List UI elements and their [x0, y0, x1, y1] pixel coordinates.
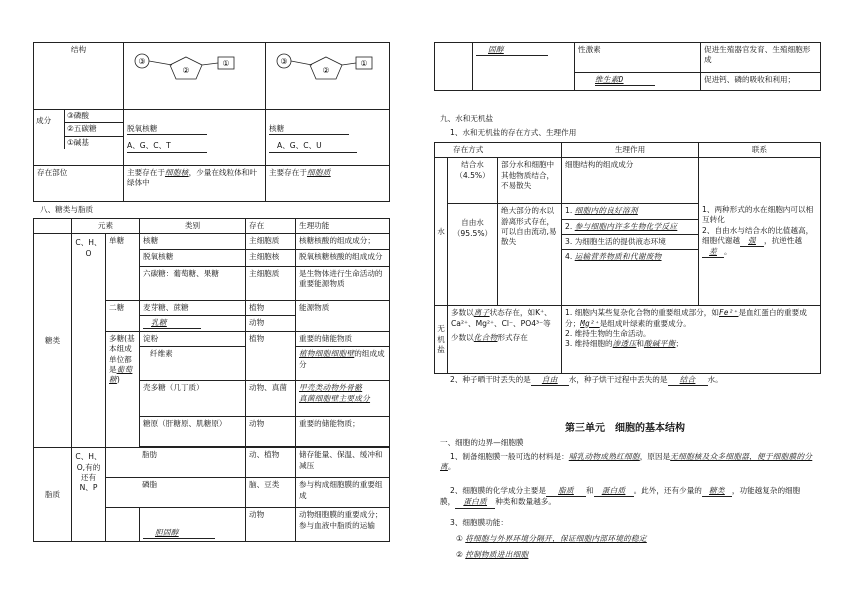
membrane-function-2: ② 控制物质进出细胞 [456, 550, 529, 559]
membrane-function-1: ① 将细胞与外界环境分隔开，保证细胞内部环境的稳定 [456, 534, 647, 543]
water-salt-table [434, 142, 821, 374]
starch: 淀粉 [140, 332, 246, 347]
sex-func: 促进生殖器官发育、生殖细胞形成 [701, 43, 821, 73]
mono-name: 六碳糖：葡萄糖、果糖 [140, 266, 246, 300]
free-func [562, 204, 699, 306]
phospho-func: 参与构成细胞膜的重要组成 [296, 478, 390, 508]
unit-3-section-1: 一、细胞的边界—细胞膜 [440, 438, 524, 447]
sugar-elements: C、H、O [72, 234, 106, 448]
fat-func: 储存能量、保温、缓冲和减压 [296, 448, 390, 478]
mono-func: 是生物体进行生命活动的重要能源物质 [296, 266, 390, 300]
section-9-title: 九、水和无机盐 [440, 114, 494, 123]
composition-cell [34, 110, 124, 166]
lipid-label: 脂质 [34, 448, 72, 542]
water-header-function: 生理作用 [562, 143, 699, 158]
di-hw: 乳糖 [143, 318, 201, 329]
unit-3-title: 第三单元 细胞的基本结构 [565, 423, 685, 434]
free-func-2: 2. 参与细胞内许多生物化学反应 [562, 220, 698, 235]
question-2: 2、种子晒干时丢失的是 自由 水，种子烘干过程中丢失的是 结合 水。 [450, 375, 723, 386]
paragraph-2: 2、细胞膜的化学成分主要是 脂质 和 蛋白质 。此外，还有少量的 糖类 ，功能越复杂的细胞膜， 蛋白质 种类和数量越多。 [440, 486, 815, 509]
water-link: 1、两种形式的水在细胞内可以相互转化 2、自由水与结合水的比值越高，细胞代谢越 强 ，抗逆性越差 。 [699, 158, 821, 306]
free-func-1: 1. 细胞内的良好溶剂 [562, 204, 698, 219]
glycogen-loc: 动物 [246, 417, 296, 447]
cellulose-func: 植物细胞细胞壁的组成成分 [296, 347, 390, 381]
chol-func: 动物细胞膜的重要成分；参与血液中脂质的运输 [296, 508, 390, 542]
di-label: 二糖 [106, 300, 140, 332]
phospholipid: 磷脂 [106, 478, 246, 508]
dna-location: 主要存在于细胞核，少量在线粒体和叶绿体中 [124, 166, 266, 202]
phosphate-label: ③ [280, 57, 288, 66]
comp-base: ①碱基 [67, 137, 89, 147]
poly-label: 多糖(基本组成单位都是葡萄糖) [106, 332, 140, 448]
mono-loc: 主细胞质 [246, 234, 296, 249]
sex-hormone: 性激素 [575, 43, 701, 73]
di-loc2: 动物 [246, 315, 296, 331]
mono-func: 核糖核酸的组成成分； [296, 234, 390, 249]
salt-form: 多数以离子状态存在，如K⁺、Ca²⁺、Mg²⁺、Cl⁻、PO4³⁻等 少数以化合物形式存在 [448, 306, 562, 374]
chitin: 壳多糖（几丁质） [140, 381, 246, 417]
di-func: 能源物质 [296, 300, 390, 332]
chitin-loc: 动物、真菌 [246, 381, 296, 417]
glycogen: 糖原（肝糖原、肌糖原） [140, 417, 246, 447]
fat: 脂肪 [106, 448, 246, 478]
sugar-label: 糖类 [34, 234, 72, 448]
header-function: 生理功能 [296, 219, 390, 234]
dna-bases: A、G、C、T [127, 141, 207, 152]
water-header-mode: 存在方式 [435, 143, 562, 158]
mono-label: 单糖 [106, 234, 140, 300]
nucleic-acid-table [33, 42, 390, 202]
dna-sugar: 脱氧核糖 [127, 124, 207, 135]
bound-water: 结合水（4.5%） [448, 158, 498, 204]
chitin-func: 甲壳类动物外骨骼 真菌细胞壁主要成分 [296, 381, 390, 417]
bound-desc: 部分水和细胞中其他物质结合，不易散失 [498, 158, 562, 204]
plant-loc: 植物 [246, 332, 296, 381]
paragraph-1: 1、制备细胞膜一般可选的材料是：哺乳动物成熟红细胞，原因是无细胞核及众多细胞器，便于细胞膜的分离。 [440, 452, 813, 472]
header-location: 存在 [246, 219, 296, 234]
glycogen-func: 重要的储能物质； [296, 417, 390, 447]
chol-loc: 动物 [246, 508, 296, 542]
dna-structure-diagram [124, 43, 266, 110]
location-label: 存在部位 [34, 166, 124, 202]
sugar-lipid-table [33, 218, 390, 542]
free-water: 自由水（95.5%） [448, 204, 498, 306]
phospho-loc: 脑、豆类 [246, 478, 296, 508]
header-element: 元素 [72, 219, 140, 234]
comp-sugar: ②五碳糖 [65, 123, 123, 136]
paragraph-3: 3、细胞膜功能： [450, 518, 508, 527]
vitd-hw: 维生素D [595, 75, 655, 86]
fat-loc: 动、植物 [246, 448, 296, 478]
mono-name: 核糖 [140, 234, 246, 249]
phosphate-label: ③ [138, 57, 146, 66]
section-9-sub1: 1、水和无机盐的存在方式、生理作用 [450, 128, 577, 137]
base-label: ① [360, 59, 368, 68]
sterol-hw: 固醇 [476, 45, 548, 56]
bound-func: 细胞结构的组成成分 [562, 158, 699, 204]
free-desc: 绝大部分的水以游离形式存在，可以自由流动,易散失 [498, 204, 562, 306]
base-label: ① [222, 59, 230, 68]
lipid-elements: C、H、O,有的还有N、P [72, 448, 106, 542]
di-loc1: 植物 [246, 300, 296, 315]
mono-func: 脱氧核糖核酸的组成成分 [296, 249, 390, 266]
salt-label: 无机盐 [435, 306, 448, 374]
composition-label: 成分 [36, 116, 52, 125]
salt-func: 1. 细胞内某些复杂化合物的重要组成部分，如Fe²⁺是血红蛋白的重要成分；Mg²⁺是组成叶绿素的重要成分。 2. 维持生物的生命活动。 3. 维持细胞的渗透压和酸碱平衡； [562, 306, 821, 374]
section-8-title: 八、糖类与脂质 [40, 205, 94, 214]
rna-location: 主要存在于细胞质 [266, 166, 390, 202]
comp-phosphate: ③磷酸 [65, 110, 123, 123]
rna-bases: A、G、C、U [269, 141, 357, 152]
free-func-4: 4. 运输营养物质和代谢废物 [565, 252, 662, 261]
free-func-3: 3. 为细胞生活的提供液态环境 [562, 235, 698, 250]
structure-label: 结构 [34, 43, 124, 110]
sugar-label: ② [322, 66, 330, 75]
rna-sugar: 核糖 [269, 124, 349, 135]
water-header-link: 联系 [699, 143, 821, 158]
cellulose: 纤维素 [140, 347, 246, 381]
vitd-func: 促进钙、磷的吸收和利用； [701, 73, 821, 91]
header-category: 类别 [140, 219, 246, 234]
rna-structure-diagram [266, 43, 390, 110]
di-name: 麦芽糖、蔗糖 [140, 300, 246, 315]
cholesterol-hw: 胆固醇 [143, 528, 215, 539]
water-label: 水 [435, 158, 448, 306]
mono-loc: 主细胞质 [246, 266, 296, 300]
sugar-label: ② [182, 66, 190, 75]
starch-func: 重要的储能物质 [296, 332, 390, 347]
sterol-table [434, 42, 821, 91]
mono-loc: 主细胞核 [246, 249, 296, 266]
mono-name: 脱氧核糖 [140, 249, 246, 266]
